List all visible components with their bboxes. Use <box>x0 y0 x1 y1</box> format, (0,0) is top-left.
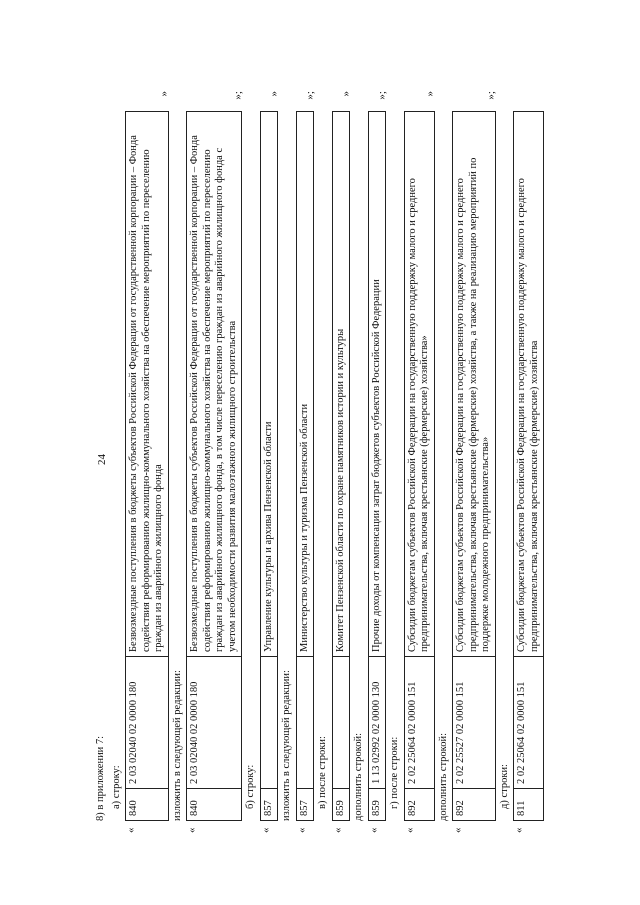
section <box>437 91 497 833</box>
description-cell: Министерство культуры и туризма Пензенской области <box>296 111 315 657</box>
section-label: изложить в следующей редакции: <box>171 670 183 821</box>
admin-code-cell: 840 <box>186 789 242 821</box>
description-cell: Прочие доходы от компенсации затрат бюджетов субъектов Российской Федерации <box>368 111 387 657</box>
table-row <box>367 91 388 833</box>
open-quote: « <box>259 827 272 833</box>
kbk-code-cell: 2 02 25527 02 0000 151 <box>452 657 496 789</box>
open-quote: « <box>403 827 416 833</box>
kbk-code-cell: 1 13 02992 02 0000 130 <box>368 657 387 789</box>
kbk-code-cell: 2 03 02040 02 0000 180 <box>186 657 242 789</box>
open-quote: « <box>125 827 137 833</box>
open-quote: « <box>513 827 525 833</box>
close-quote: »; <box>375 91 388 100</box>
section-label: б) строку: <box>245 764 256 809</box>
admin-code-cell: 811 <box>513 789 544 821</box>
admin-code-cell: 857 <box>260 789 279 821</box>
kbk-code-cell: 2 02 25064 02 0000 151 <box>404 657 435 789</box>
kbk-code-cell: 2 03 02040 02 0000 180 <box>125 657 169 789</box>
table-row <box>513 111 544 833</box>
description-cell: Субсидии бюджетам субъектов Российской Федерации на государственную поддержку малого и среднего предпринимательства, включая крестьянские (фермерские) хозяйства, а также на реализацию мероприятий по поддержке молодежного предпринимательства» <box>452 111 496 657</box>
section <box>317 91 352 833</box>
admin-code-cell: 857 <box>296 789 315 821</box>
section-label: д) строки: <box>498 764 510 809</box>
close-quote: »; <box>231 91 244 100</box>
close-quote: »; <box>303 91 316 100</box>
open-quote: « <box>295 827 308 833</box>
open-quote: « <box>367 827 380 833</box>
open-quote: « <box>452 827 464 833</box>
description-cell: Безвозмездные поступления в бюджеты субъектов Российской Федерации от государственной корпорации – Фонда содействия реформированию жилищно-коммунального хозяйства на обеспечение мероприятий по переселению граждан из аварийного жилищного фонда <box>125 111 169 657</box>
close-quote: » <box>339 91 352 97</box>
table-row <box>403 91 436 833</box>
admin-code-cell: 892 <box>404 789 435 821</box>
kbk-code-cell <box>296 657 315 789</box>
table-row <box>452 91 497 833</box>
section-label: в) после строки: <box>317 736 328 809</box>
table-row <box>125 91 170 833</box>
kbk-code-cell <box>332 657 351 789</box>
close-quote: » <box>267 91 280 97</box>
section-label: изложить в следующей редакции: <box>281 670 292 821</box>
kbk-code-cell: 2 02 25064 02 0000 151 <box>513 657 544 789</box>
section <box>110 91 170 833</box>
table-row <box>331 91 352 833</box>
section-label: дополнить строкой: <box>437 732 449 821</box>
page-number: 24 <box>96 454 108 465</box>
close-quote: » <box>158 91 170 97</box>
section-label: а) строку: <box>110 765 122 809</box>
document-content <box>92 91 544 833</box>
close-quote: »; <box>485 91 497 100</box>
intro-line: 8) в приложении 7: <box>95 735 106 821</box>
open-quote: « <box>186 827 198 833</box>
description-cell: Субсидии бюджетам субъектов Российской Федерации на государственную поддержку малого и среднего предпринимательства, включая крестьянские (фермерские) хозяйства» <box>404 111 435 657</box>
section-label: г) после строки: <box>389 736 400 809</box>
section <box>171 91 244 833</box>
description-cell: Комитет Пензенской области по охране памятников истории и культуры <box>332 111 351 657</box>
description-cell: Субсидии бюджетам субъектов Российской Федерации на государственную поддержку малого и среднего предпринимательства, включая крестьянские (фермерские) хозяйства <box>513 111 544 657</box>
close-quote: » <box>424 91 436 97</box>
section <box>353 91 388 833</box>
table-row <box>259 91 280 833</box>
section <box>281 91 316 833</box>
admin-code-cell: 859 <box>332 789 351 821</box>
admin-code-cell: 892 <box>452 789 496 821</box>
sections-list <box>110 91 545 833</box>
open-quote: « <box>331 827 344 833</box>
section <box>498 111 545 833</box>
admin-code-cell: 840 <box>125 789 169 821</box>
section <box>389 91 436 833</box>
description-cell: Управление культуры и архива Пензенской области <box>260 111 279 657</box>
section-label: дополнить строкой: <box>353 732 364 821</box>
table-row <box>186 91 244 833</box>
kbk-code-cell <box>260 657 279 789</box>
section <box>245 91 280 833</box>
admin-code-cell: 859 <box>368 789 387 821</box>
description-cell: Безвозмездные поступления в бюджеты субъектов Российской Федерации от государственной корпорации – Фонда содействия реформированию жилищно-коммунального хозяйства на обеспечение мероприятий по переселению граждан из аварийного жилищного фонда, в том числе переселению граждан из аварийного жилищного фонда с учетом необходимости развития малоэтажного жилищного строительства <box>186 111 242 657</box>
table-row <box>295 91 316 833</box>
